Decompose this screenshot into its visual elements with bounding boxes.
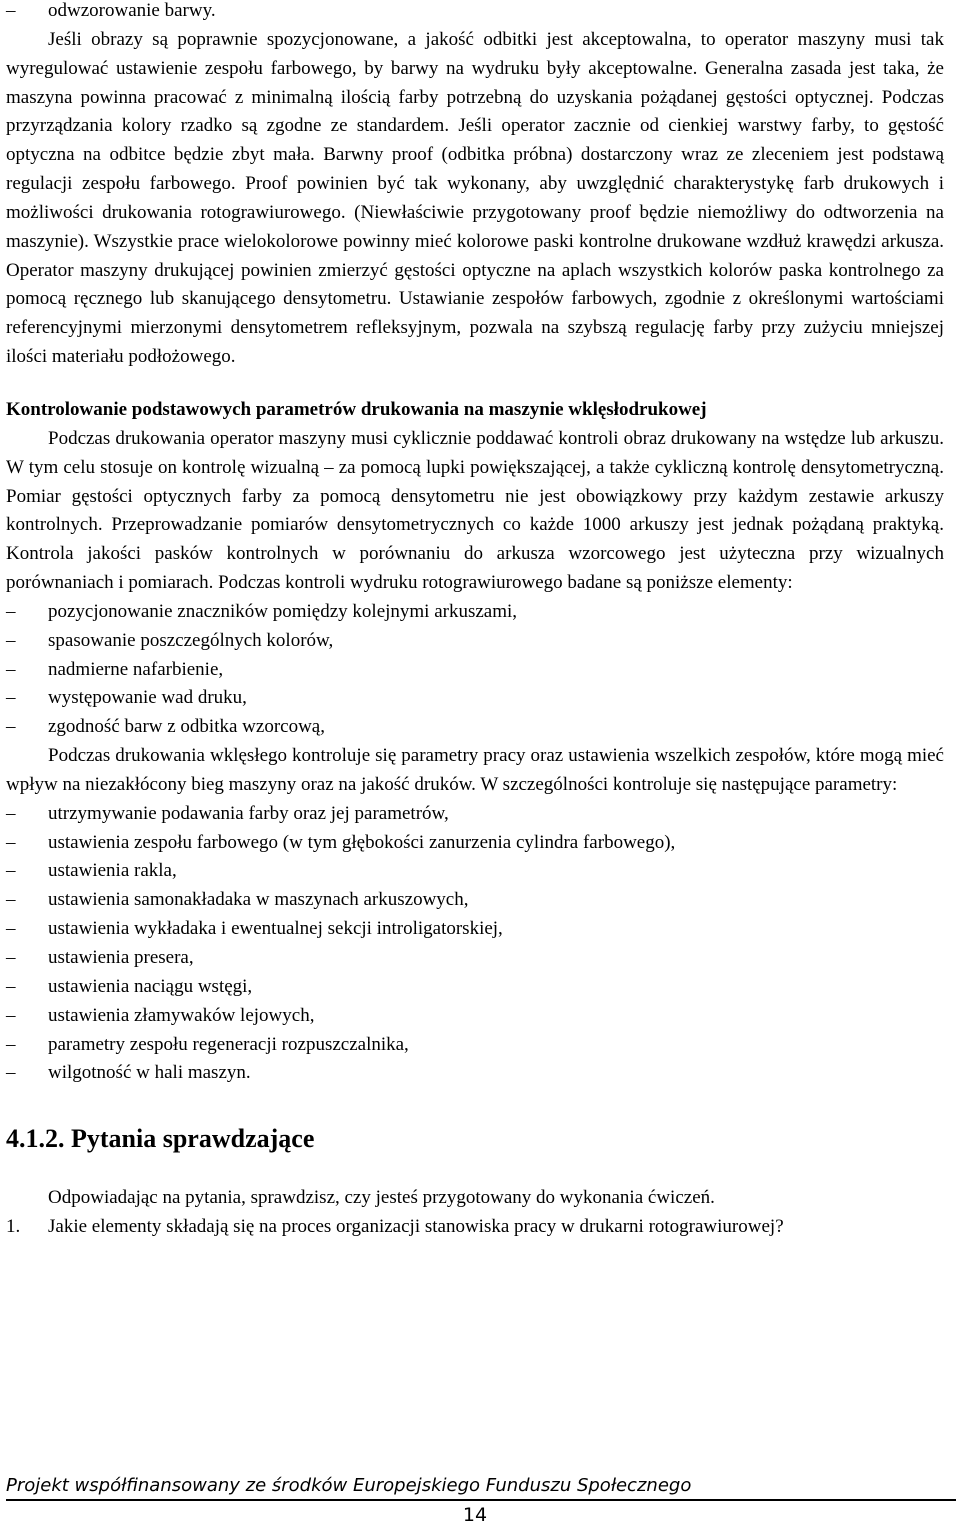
paragraph-text: Podczas drukowania operator maszyny musi cyklicznie poddawać kontroli obraz drukowany na wstędze lub arkuszu. W tym celu stosuje on kontrolę wizualną – za pomocą lupki powiększającej, a także cykliczną kontrolę densytometryczną. Pomiar gęstości optycznych farby za pomocą densytometru nie jest obowiązkowy przy każdym zestawie arkuszy kontrolnych. Przeprowadzanie pomiarów densytometrycznych co każde 1000 arkuszy jest jednak pożądaną praktyką. Kontrola jakości pasków kontrolnych w porównaniu do arkusza wzorcowego jest użyteczna przy wizualnych porównaniach i pomiarach. Podczas kontroli wydruku rotograwiurowego badane są poniższe elementy: [6,427,944,594]
list-dash: – [6,600,16,622]
list-item-text: ustawienia rakla, [48,860,177,882]
question-item [6,1213,944,1242]
list-item [6,598,944,627]
list-item-text: ustawienia wykładaka i ewentualnej sekcji introligatorskiej, [48,918,503,940]
list-dash: – [6,947,16,968]
list-dash: – [6,860,16,882]
list-item-text: ustawienia złamywaków lejowych, [48,1004,315,1026]
paragraph-text: Jeśli obrazy są poprawnie spozycjonowane, a jakość odbitki jest akceptowalna, to operator maszyny musi tak wyregulować ustawienie zespołu farbowego, by barwy na wydruku były akceptowalne. Generalna zasada jest taka, że maszyna powinna pracować z minimalną ilością farby potrzebną do uzyskania pożądanej gęstości optycznej. Podczas przyrządzania kolory rzadko są zgodne ze standardem. Jeśli operator zacznie od cienkiej warstwy farby, to gęstość optyczna na odbitce będzie zbyt mała. Barwny proof (odbitka próbna) dostarczony wraz ze zleceniem jest podstawą regulacji zespołu farbowego. Proof powinien być tak wykonany, aby uwzględnić charakterystykę farb drukowych i możliwości drukowania rotograwiurowego. (Niewłaściwie przygotowany proof będzie niemożliwy do odtworzenia na maszynie). Wszystkie prace wielokolorowe powinny mieć kolorowe paski kontrolne drukowane wzdłuż krawędzi arkusza. Operator maszyny drukującej powinien zmierzyć gęstości optyczne na aplach wszystkich kolorów paska kontrolnego za pomocą ręcznego lub skanującego densytometru. Ustawianie zespołów farbowych, zgodnie z określonymi wartościami referencyjnymi mierzonymi densytometrem refleksyjnym, pozwala na szybszą regulację farby przy zużyciu mniejszej ilości materiału podłożowego. [6,28,944,368]
list-item-text: ustawienia samonakładaka w maszynach arkuszowych, [48,889,469,911]
list-item [6,915,944,944]
list-dash: – [6,0,16,21]
list-item [6,0,944,26]
list-item-text: występowanie wad druku, [48,687,247,709]
subsection-title: 4.1.2. Pytania sprawdzające [6,1124,315,1154]
footer-funding-note: Projekt współfinansowany ze środków Europejskiego Funduszu Społecznego [6,1473,956,1501]
list-item [6,684,944,713]
list-item-text: zgodność barw z odbitka wzorcową, [48,716,325,738]
list-item-text: wilgotność w hali maszyn. [48,1062,251,1084]
page-number: 14 [462,1504,488,1526]
list-dash: – [6,889,16,911]
questions-intro: Odpowiadając na pytania, sprawdzisz, czy jesteś przygotowany do wykonania ćwiczeń. [48,1187,715,1209]
list-dash: – [6,831,16,853]
list-dash: – [6,716,16,738]
list-item [6,1059,944,1088]
paragraph-print-control [6,425,944,598]
list-dash: – [6,918,16,940]
inspected-elements-list [6,598,944,742]
paragraph-parameters [6,742,944,800]
list-item-text: spasowanie poszczególnych kolorów, [48,629,334,651]
list-item [6,800,944,829]
list-dash: – [6,1004,16,1026]
list-dash: – [6,687,16,709]
list-dash: – [6,802,16,824]
list-item [6,1002,944,1031]
list-item-text: pozycjonowanie znaczników pomiędzy kolejnymi arkuszami, [48,600,518,622]
list-item [6,886,944,915]
paragraph-ink-adjustment [6,26,944,372]
list-item [6,627,944,656]
list-dash: – [6,975,16,997]
list-dash: – [6,658,16,680]
list-item [6,857,944,886]
list-item-text: nadmierne nafarbienie, [48,658,224,680]
list-item-text: ustawienia presera, [48,947,194,968]
list-item [6,973,944,1002]
list-dash: – [6,1033,16,1055]
question-text: Jakie elementy składają się na proces organizacji stanowiska pracy w drukarni rotograwiurowej? [48,1216,784,1238]
list-item [6,1031,944,1060]
section-heading: Kontrolowanie podstawowych parametrów drukowania na maszynie wklęsłodrukowej [6,398,707,420]
paragraph-text: Podczas drukowania wklęsłego kontroluje się parametry pracy oraz ustawienia wszelkich zespołów, które mogą mieć wpływ na niezakłócony bieg maszyny oraz na jakość druków. W szczególności kontroluje się następujące parametry: [6,745,944,795]
document-page [6,0,944,1242]
list-item-text: utrzymywanie podawania farby oraz jej parametrów, [48,802,449,824]
list-dash: – [6,629,16,651]
list-item [6,656,944,685]
list-dash: – [6,1062,16,1084]
list-item [6,713,944,742]
list-item [6,829,944,858]
question-number: 1. [6,1216,21,1238]
list-item-text: parametry zespołu regeneracji rozpuszczalnika, [48,1033,409,1055]
parameters-list [6,800,944,1088]
list-item-text: ustawienia naciągu wstęgi, [48,975,253,997]
list-item-text: odwzorowanie barwy. [48,0,216,21]
list-item [6,944,944,973]
list-item-text: ustawienia zespołu farbowego (w tym głębokości zanurzenia cylindra farbowego), [48,831,676,853]
